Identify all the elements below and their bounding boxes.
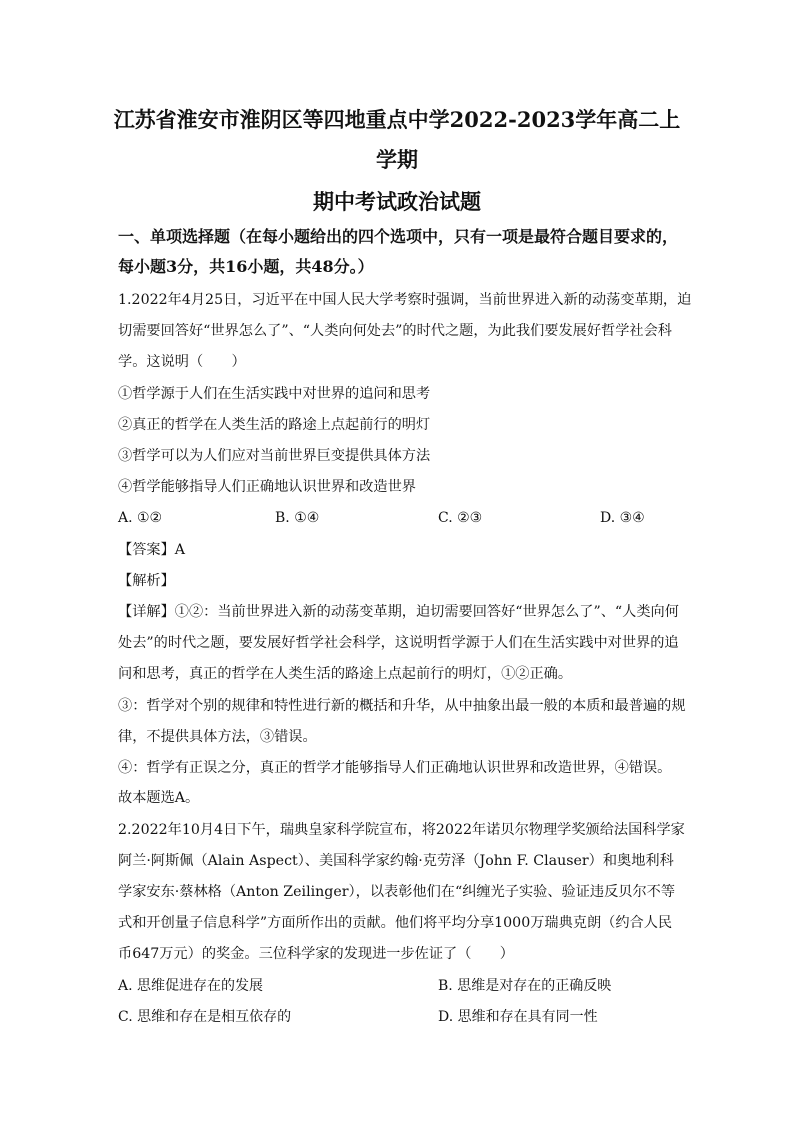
section-heading-line-2: 每小题3分，共16小题，共48分。） xyxy=(118,257,374,276)
q1-option-d: D. ③④ xyxy=(600,510,645,526)
q1-answer: 【答案】A xyxy=(118,542,185,558)
q2-stem-line-4: 式和开创量子信息科学”方面所作出的贡献。他们将平均分享1000万瑞典克朗（约合人民 xyxy=(118,915,673,931)
page-title-line-1: 江苏省淮安市淮阴区等四地重点中学2022-2023学年高二上 xyxy=(113,107,681,132)
q2-stem-line-2: 阿兰·阿斯佩（Alain Aspect）、美国科学家约翰·克劳泽（John F. Clauser）和奥地利科 xyxy=(118,853,674,869)
section-heading xyxy=(118,222,698,282)
q2-option-c: C. 思维和存在是相互依存的 xyxy=(118,1009,292,1025)
q1-stem-line-1: 1.2022年4月25日，习近平在中国人民大学考察时强调，当前世界进入新的动荡变革期，迫 xyxy=(118,292,692,308)
q1-statement-1: ①哲学源于人们在生活实践中对世界的追问和思考 xyxy=(118,386,431,402)
q1-analysis-label: 【解析】 xyxy=(118,573,175,589)
q1-detail-line-1: 【详解】①②：当前世界进入新的动荡变革期，迫切需要回答好“世界怎么了”、“人类向何 xyxy=(118,604,679,620)
q1-statement-3: ③哲学可以为人们应对当前世界巨变提供具体方法 xyxy=(118,448,431,464)
q1-statement-2: ②真正的哲学在人类生活的路途上点起前行的明灯 xyxy=(118,417,431,433)
q2-option-b: B. 思维是对存在的正确反映 xyxy=(438,978,612,994)
q1-option-c: C. ②③ xyxy=(438,510,483,526)
q1-detail-line-7: 故本题选A。 xyxy=(118,790,200,806)
page-title-line-2: 学期 xyxy=(376,147,418,172)
q1-detail-line-3: 问和思考，真正的哲学在人类生活的路途上点起前行的明灯，①②正确。 xyxy=(118,666,573,682)
q2-stem-line-1: 2.2022年10月4日下午，瑞典皇家科学院宣布，将2022年诺贝尔物理学奖颁给法国科学家 xyxy=(118,822,685,838)
q1-detail-line-2: 处去”的时代之题，要发展好哲学社会科学，这说明哲学源于人们在生活实践中对世界的追 xyxy=(118,635,679,651)
q2-stem-line-3: 学家安东·蔡林格（Anton Zeilinger），以表彰他们在“纠缠光子实验、验证违反贝尔不等 xyxy=(118,884,676,900)
page-subtitle: 期中考试政治试题 xyxy=(313,189,481,214)
section-heading-line-1: 一、单项选择题（在每小题给出的四个选项中，只有一项是最符合题目要求的， xyxy=(118,227,679,246)
q1-option-b: B. ①④ xyxy=(275,510,320,526)
q1-option-a: A. ①② xyxy=(118,510,163,526)
q2-option-a: A. 思维促进存在的发展 xyxy=(118,978,264,994)
q1-detail-line-4: ③：哲学对个别的规律和特性进行新的概括和升华，从中抽象出最一般的本质和最普遍的规 xyxy=(118,698,686,714)
q1-detail-line-5: 律，不提供具体方法，③错误。 xyxy=(118,729,317,745)
q1-detail-line-6: ④：哲学有正误之分，真正的哲学才能够指导人们正确地认识世界和改造世界，④错误。 xyxy=(118,760,672,776)
q1-statement-4: ④哲学能够指导人们正确地认识世界和改造世界 xyxy=(118,479,416,495)
q2-stem-line-5: 币647万元）的奖金。三位科学家的发现进一步佐证了（ ） xyxy=(118,946,514,962)
q2-option-d: D. 思维和存在具有同一性 xyxy=(438,1009,598,1025)
q1-stem-line-2: 切需要回答好“世界怎么了”、“人类向何处去”的时代之题，为此我们要发展好哲学社会科 xyxy=(118,323,672,339)
q1-stem-line-3: 学。这说明（ ） xyxy=(118,354,246,370)
